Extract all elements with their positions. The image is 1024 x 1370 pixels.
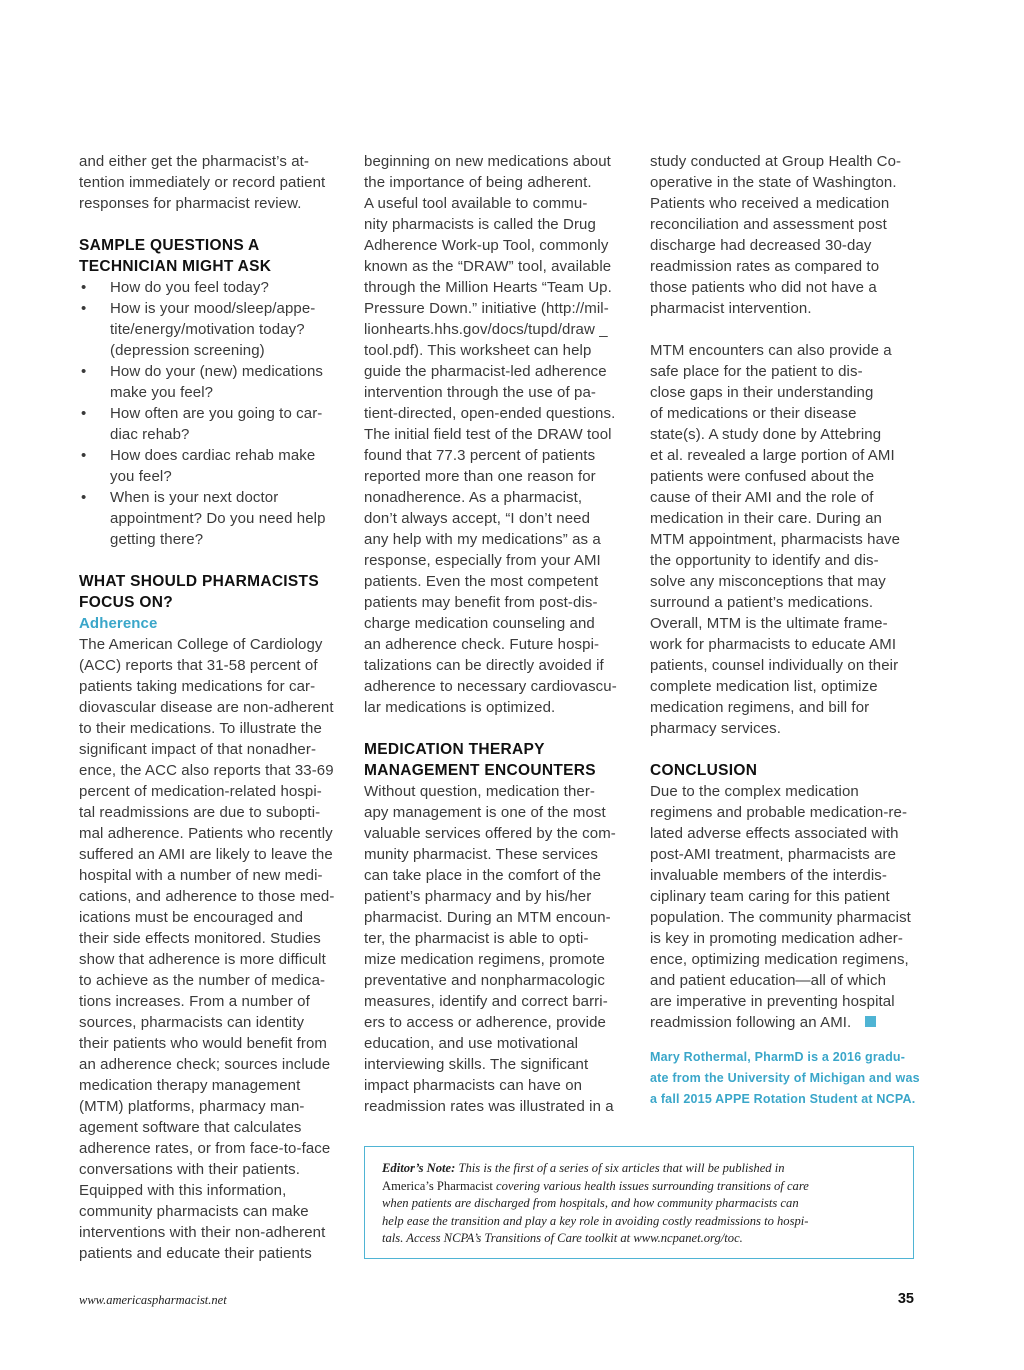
body-line: munity pharmacist. These services <box>364 846 598 863</box>
body-line: community pharmacists can make <box>79 1203 309 1220</box>
author-bio-line: Mary Rothermal, PharmD is a 2016 gradu- <box>650 1050 906 1064</box>
body-line: tool.pdf). This worksheet can help <box>364 342 592 359</box>
body-line: MTM encounters can also provide a <box>650 342 892 359</box>
body-line: an adherence check. Future hospi- <box>364 636 600 653</box>
section-heading: MEDICATION THERAPY <box>364 741 545 758</box>
question-line: you feel? <box>110 468 172 485</box>
body-line: found that 77.3 percent of patients <box>364 447 596 464</box>
intro-line: responses for pharmacist review. <box>79 195 302 212</box>
body-line: significant impact of that nonadher- <box>79 741 317 758</box>
editor-note-text: covering various health issues surrounding transitions of care <box>492 1178 809 1193</box>
question-item <box>79 361 347 403</box>
question-item <box>79 277 347 298</box>
column-2 <box>364 151 632 1117</box>
body-line: Due to the complex medication <box>650 783 859 800</box>
body-line: tions increases. From a number of <box>79 993 310 1010</box>
body-line: valuable services offered by the com- <box>364 825 616 842</box>
body-line: readmission following an AMI. <box>650 1012 918 1033</box>
body-line: of medications or their disease <box>650 405 857 422</box>
question-line: • How does cardiac rehab make <box>110 447 316 464</box>
question-line: appointment? Do you need help <box>110 510 326 527</box>
question-line: make you feel? <box>110 384 214 401</box>
question-item <box>79 487 347 550</box>
question-line: (depression screening) <box>110 342 265 359</box>
body-line: population. The community pharmacist <box>650 909 911 926</box>
question-line: diac rehab? <box>110 426 190 443</box>
body-line: ence, optimizing medication regimens, <box>650 951 909 968</box>
question-line: • How is your mood/sleep/appe- <box>110 300 316 317</box>
body-line: mal adherence. Patients who recently <box>79 825 333 842</box>
editor-note-line <box>382 1195 897 1213</box>
body-line: diovascular disease are non-adherent <box>79 699 334 716</box>
body-paragraph <box>364 781 632 1117</box>
body-line: patients, counsel individually on their <box>650 657 899 674</box>
body-paragraph <box>650 151 918 319</box>
body-line: work for pharmacists to educate AMI <box>650 636 897 653</box>
editor-note-label: Editor’s Note: <box>382 1161 456 1175</box>
body-line: an adherence check; sources include <box>79 1056 331 1073</box>
spacer <box>364 718 632 739</box>
body-line: ers to access or adherence, provide <box>364 1014 606 1031</box>
body-line: beginning on new medications about <box>364 153 611 170</box>
body-line: medication therapy management <box>79 1077 301 1094</box>
body-line: nonadherence. As a pharmacist, <box>364 489 583 506</box>
editor-note-box <box>364 1146 914 1259</box>
body-line: The American College of Cardiology <box>79 636 323 653</box>
section-heading: TECHNICIAN MIGHT ASK <box>79 258 272 275</box>
body-line: readmission rates as compared to <box>650 258 880 275</box>
intro-line: and either get the pharmacist’s at- <box>79 153 310 170</box>
body-line: are imperative in preventing hospital <box>650 993 895 1010</box>
body-line: charge medication counseling and <box>364 615 595 632</box>
body-line: cause of their AMI and the role of <box>650 489 874 506</box>
question-line: • How do you feel today? <box>110 279 269 296</box>
body-line: MTM appointment, pharmacists have <box>650 531 901 548</box>
body-line: lar medications is optimized. <box>364 699 556 716</box>
body-line: complete medication list, optimize <box>650 678 878 695</box>
editor-note-line <box>382 1230 897 1248</box>
column-1 <box>79 151 347 1264</box>
section-heading: SAMPLE QUESTIONS A <box>79 237 260 254</box>
editor-note-text: when patients are discharged from hospitals, and how community pharmacists can <box>382 1196 799 1210</box>
body-line: intervention through the use of pa- <box>364 384 596 401</box>
body-line: The initial field test of the DRAW tool <box>364 426 612 443</box>
body-line: any help with my medications” as a <box>364 531 601 548</box>
page-number: 35 <box>897 1291 914 1307</box>
body-line: pharmacist intervention. <box>650 300 812 317</box>
body-line: study conducted at Group Health Co- <box>650 153 902 170</box>
body-line: nity pharmacists is called the Drug <box>364 216 596 233</box>
question-list <box>79 277 347 550</box>
body-line: to achieve as the number of medica- <box>79 972 326 989</box>
body-line: cations, and adherence to those med- <box>79 888 335 905</box>
body-line: tal readmissions are due to subopti- <box>79 804 321 821</box>
section-heading: WHAT SHOULD PHARMACISTS <box>79 573 319 590</box>
end-mark-icon <box>865 1016 876 1027</box>
body-line: readmission rates was illustrated in a <box>364 1098 614 1115</box>
body-line: education, and use motivational <box>364 1035 579 1052</box>
body-line: ciplinary team caring for this patient <box>650 888 890 905</box>
body-line: response, especially from your AMI <box>364 552 601 569</box>
body-line: is key in promoting medication adher- <box>650 930 903 947</box>
editor-note-text: This is the first of a series of six articles that will be published in <box>458 1161 785 1175</box>
body-line: through the Million Hearts “Team Up. <box>364 279 612 296</box>
body-line: lionhearts.hhs.gov/docs/tupd/draw _ <box>364 321 608 338</box>
body-line: talizations can be directly avoided if <box>364 657 604 674</box>
body-paragraph <box>79 634 347 1264</box>
body-line: Overall, MTM is the ultimate frame- <box>650 615 888 632</box>
intro-paragraph <box>79 151 347 214</box>
body-line: show that adherence is more difficult <box>79 951 326 968</box>
body-line: don’t always accept, “I don’t need <box>364 510 591 527</box>
body-line: to their medications. To illustrate the <box>79 720 322 737</box>
body-line: tient-directed, open-ended questions. <box>364 405 616 422</box>
body-line: their side effects monitored. Studies <box>79 930 321 947</box>
spacer <box>650 319 918 340</box>
question-line: • How often are you going to car- <box>110 405 323 422</box>
body-line: and patient education—all of which <box>650 972 887 989</box>
body-line: sources, pharmacists can identity <box>79 1014 305 1031</box>
author-bio-line: a fall 2015 APPE Rotation Student at NCPA. <box>650 1092 916 1106</box>
body-line: ications must be encouraged and <box>79 909 304 926</box>
spacer <box>79 550 347 571</box>
body-line: adherence rates, or from face-to-face <box>79 1140 331 1157</box>
body-line: mize medication regimens, promote <box>364 951 605 968</box>
body-line: reported more than one reason for <box>364 468 596 485</box>
body-line: percent of medication-related hospi- <box>79 783 322 800</box>
body-paragraph <box>364 151 632 718</box>
body-line: impact pharmacists can have on <box>364 1077 583 1094</box>
body-line: measures, identify and correct barri- <box>364 993 608 1010</box>
body-line: reconciliation and assessment post <box>650 216 887 233</box>
section-heading: CONCLUSION <box>650 762 758 779</box>
body-line: post-AMI treatment, pharmacists are <box>650 846 897 863</box>
body-line: the importance of being adherent. <box>364 174 592 191</box>
body-line: Adherence Work-up Tool, commonly <box>364 237 609 254</box>
body-line: Patients who received a medication <box>650 195 890 212</box>
body-line: preventative and nonpharmacologic <box>364 972 605 989</box>
body-line: can take place in the comfort of the <box>364 867 602 884</box>
body-line: ter, the pharmacist is able to opti- <box>364 930 589 947</box>
body-line: their patients who would benefit from <box>79 1035 327 1052</box>
body-line: pharmacist. During an MTM encoun- <box>364 909 611 926</box>
author-bio-paragraph <box>650 1047 918 1110</box>
body-line: patients were confused about the <box>650 468 875 485</box>
question-line: tite/energy/motivation today? <box>110 321 305 338</box>
body-line: adherence to necessary cardiovascu- <box>364 678 617 695</box>
body-line: A useful tool available to commu- <box>364 195 588 212</box>
body-line: close gaps in their understanding <box>650 384 874 401</box>
body-line: interventions with their non-adherent <box>79 1224 326 1241</box>
body-line: those patients who did not have a <box>650 279 877 296</box>
spacer <box>650 1033 918 1047</box>
editor-note-line <box>382 1178 897 1196</box>
subheading: Adherence <box>79 615 158 632</box>
spacer <box>650 739 918 760</box>
body-line: patients taking medications for car- <box>79 678 316 695</box>
editor-note-line <box>382 1213 897 1231</box>
body-line: regimens and probable medication-re- <box>650 804 908 821</box>
editor-note-text: America’s Pharmacist <box>382 1178 493 1193</box>
question-item <box>79 298 347 361</box>
body-line: et al. revealed a large portion of AMI <box>650 447 895 464</box>
body-line: medication in their care. During an <box>650 510 882 527</box>
question-line: • When is your next doctor <box>110 489 279 506</box>
body-line: patients. Even the most competent <box>364 573 599 590</box>
body-line: Equipped with this information, <box>79 1182 287 1199</box>
body-line: guide the pharmacist-led adherence <box>364 363 607 380</box>
author-bio-line: ate from the University of Michigan and was <box>650 1071 920 1085</box>
body-line: lated adverse effects associated with <box>650 825 899 842</box>
body-line: patient’s pharmacy and by his/her <box>364 888 592 905</box>
section-heading: FOCUS ON? <box>79 594 173 611</box>
body-line: state(s). A study done by Attebring <box>650 426 882 443</box>
body-line: pharmacy services. <box>650 720 782 737</box>
body-line: conversations with their patients. <box>79 1161 301 1178</box>
intro-line: tention immediately or record patient <box>79 174 326 191</box>
body-line: apy management is one of the most <box>364 804 606 821</box>
body-paragraph <box>650 781 918 1033</box>
body-line: (ACC) reports that 31-58 percent of <box>79 657 318 674</box>
spacer <box>79 214 347 235</box>
question-line: • How do your (new) medications <box>110 363 323 380</box>
body-paragraph <box>650 340 918 739</box>
body-line: surround a patient’s medications. <box>650 594 874 611</box>
body-line: interviewing skills. The significant <box>364 1056 589 1073</box>
body-line: solve any misconceptions that may <box>650 573 886 590</box>
question-item <box>79 403 347 445</box>
editor-note-text: help ease the transition and play a key role in avoiding costly readmissions to hospi- <box>382 1213 809 1228</box>
column-3 <box>650 151 918 1110</box>
body-line: medication regimens, and bill for <box>650 699 870 716</box>
editor-note-text: tals. Access NCPA’s Transitions of Care toolkit at www.ncpanet.org/toc. <box>382 1231 743 1245</box>
editor-note-line <box>382 1160 897 1178</box>
body-line: discharge had decreased 30-day <box>650 237 872 254</box>
body-line: Without question, medication ther- <box>364 783 596 800</box>
body-line: patients and educate their patients <box>79 1245 312 1262</box>
body-line: hospital with a number of new medi- <box>79 867 323 884</box>
question-item <box>79 445 347 487</box>
body-line: suffered an AMI are likely to leave the <box>79 846 333 863</box>
question-line: getting there? <box>110 531 204 548</box>
body-line: ence, the ACC also reports that 33-69 <box>79 762 334 779</box>
section-heading: MANAGEMENT ENCOUNTERS <box>364 762 596 779</box>
body-line: (MTM) platforms, pharmacy man- <box>79 1098 305 1115</box>
body-line: operative in the state of Washington. <box>650 174 897 191</box>
body-line: known as the “DRAW” tool, available <box>364 258 612 275</box>
body-line: patients may benefit from post-dis- <box>364 594 598 611</box>
body-line: safe place for the patient to dis- <box>650 363 863 380</box>
body-line: agement software that calculates <box>79 1119 302 1136</box>
footer-url: www.americaspharmacist.net <box>79 1293 227 1307</box>
body-line: Pressure Down.” initiative (http://mil- <box>364 300 609 317</box>
body-line: the opportunity to identify and dis- <box>650 552 879 569</box>
body-line: invaluable members of the interdis- <box>650 867 887 884</box>
